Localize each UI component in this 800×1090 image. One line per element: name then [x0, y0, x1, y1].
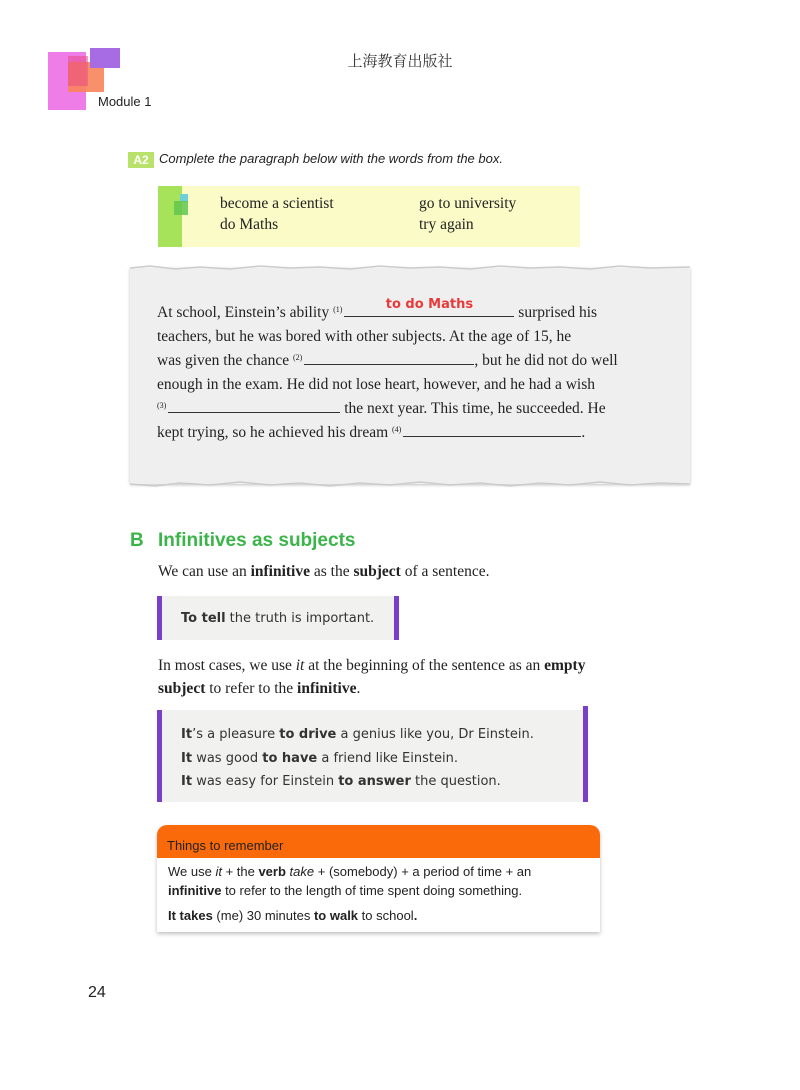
explanation-text: In most cases, we use it at the beginning of the sentence as an empty subject to refer to the infinitive.: [158, 657, 586, 697]
blank-number: (1): [333, 305, 343, 314]
example-sentence: It was easy for Einstein to answer the question.: [181, 774, 501, 789]
squares-icon: [174, 194, 198, 218]
purple-bar: [157, 710, 162, 802]
publisher-name: 上海教育出版社: [347, 52, 453, 70]
paragraph-line: was given the chance $^{(2)}$ , but he did not do well: [157, 352, 618, 369]
word-option: try again: [419, 216, 474, 233]
purple-bar: [394, 596, 399, 640]
torn-edge: [130, 481, 690, 487]
word-option: go to university: [419, 195, 517, 212]
word-option: do Maths: [220, 216, 279, 233]
paragraph-line: kept trying, so he achieved his dream $^{(4)}$ .: [157, 424, 586, 441]
paragraph-line: enough in the exam. He did not lose heart, however, and he had a wish: [157, 376, 595, 393]
word-option: become a scientist: [220, 195, 334, 212]
word-box: [158, 186, 580, 247]
example-sentence: It’s a pleasure to drive a genius like you, Dr Einstein.: [181, 727, 534, 742]
example-sentence: It was good to have a friend like Einstein.: [181, 751, 458, 766]
example-sentence: To tell the truth is important.: [181, 611, 375, 626]
exercise-badge: A2: [128, 152, 154, 168]
module-label: Module 1: [98, 94, 152, 109]
remember-text: infinitive to refer to the length of time spent doing something.: [168, 883, 523, 898]
blank-number: (3): [157, 401, 167, 410]
torn-edge: [130, 265, 690, 271]
paragraph-line: teachers, but he was bored with other subjects. At the age of 15, he: [157, 328, 572, 345]
blank-number: (2): [293, 353, 303, 362]
section-letter: B: [130, 530, 144, 551]
remember-text: We use it + the verb take + (somebody) + a period of time + an: [168, 864, 532, 879]
remember-example: It takes (me) 30 minutes to walk to school.: [168, 908, 418, 923]
purple-bar: [583, 706, 588, 802]
answer-1: to do Maths: [385, 297, 474, 312]
example-box: [157, 596, 399, 640]
paragraph-line: At school, Einstein’s ability $^{(1)}$ to do Maths surprised his: [157, 301, 677, 326]
remember-title: Things to remember: [167, 838, 284, 853]
purple-bar: [157, 596, 162, 640]
example-box: [157, 710, 588, 802]
exercise-instruction: Complete the paragraph below with the words from the box.: [159, 151, 503, 166]
section-title: Infinitives as subjects: [158, 530, 356, 551]
blank-number: (4): [392, 425, 402, 434]
blank-2[interactable]: [304, 350, 474, 365]
paragraph-box: [130, 268, 690, 484]
paragraph-line: $^{(3)}$ the next year. This time, he succeeded. He: [157, 400, 606, 417]
blank-1[interactable]: [344, 297, 514, 317]
intro-text: We can use an infinitive as the subject of a sentence.: [158, 563, 490, 580]
blank-3[interactable]: [168, 398, 340, 413]
page-number: 24: [88, 984, 106, 1001]
blank-4[interactable]: [403, 422, 581, 437]
